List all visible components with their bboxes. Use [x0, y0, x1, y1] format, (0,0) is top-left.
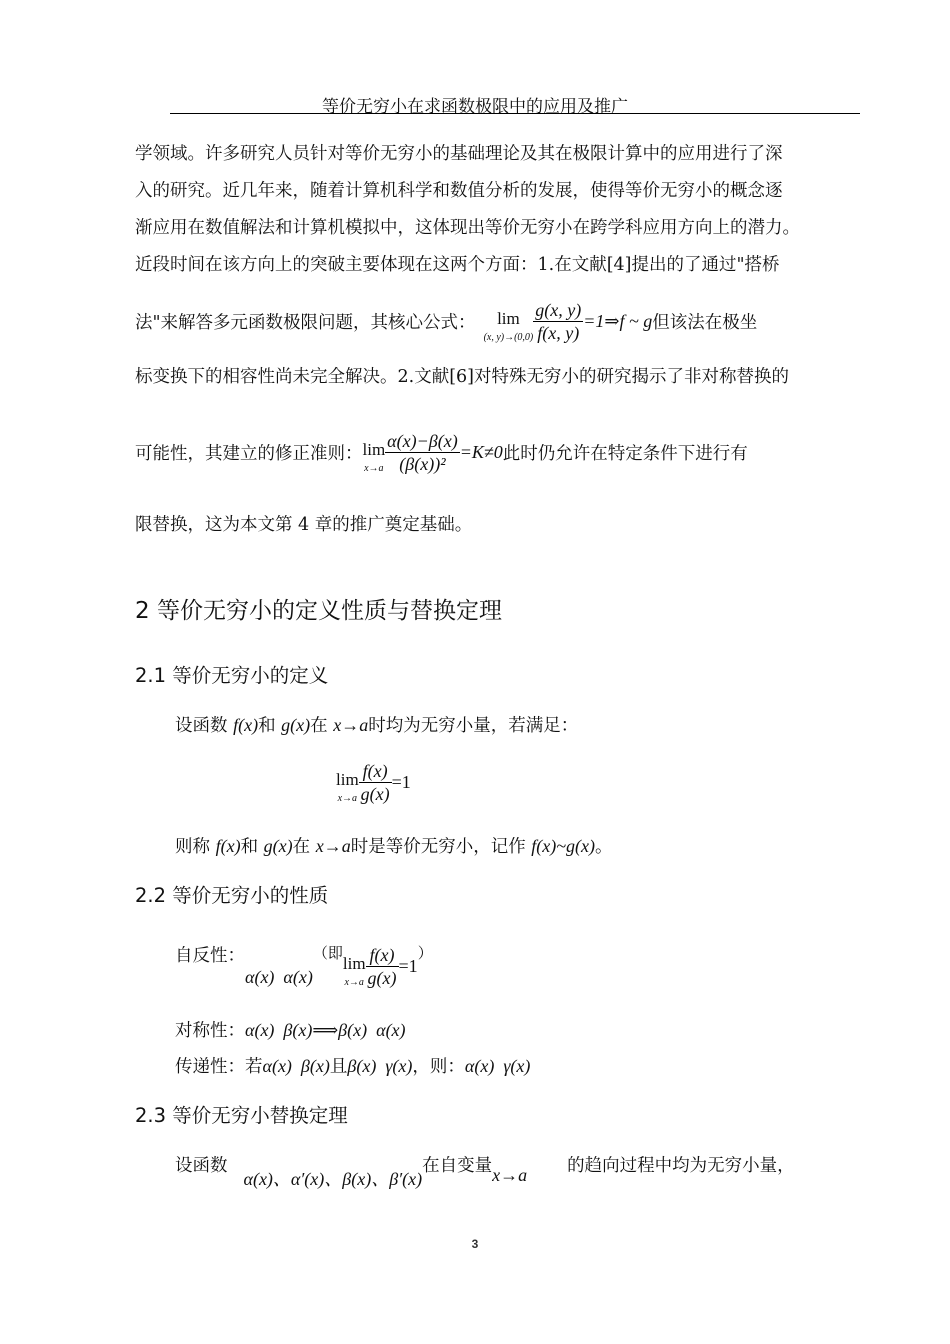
reflexivity-lim: [343, 956, 366, 991]
theorem-math-funcs: α(x)、α′(x)、β(x)、β′(x): [243, 1169, 423, 1189]
transitivity-math-1: α(x) β(x): [262, 1056, 330, 1076]
eqv-text-e: 。: [594, 837, 613, 857]
definition-equation: [336, 758, 411, 807]
header-rule: [170, 113, 860, 114]
lim-word: lim: [497, 309, 520, 328]
transitivity-then: ，则：: [412, 1057, 465, 1077]
definition-line: [175, 712, 578, 737]
lim-word: lim: [362, 440, 386, 459]
lim-word: lim: [342, 954, 366, 973]
reflexivity-label: 自反性：: [175, 946, 245, 966]
intro-line-7-tail: 此时仍允许在特定条件下进行有: [502, 444, 748, 464]
eqv-math-x: x→a: [315, 836, 351, 856]
eqv-text-b: 和: [240, 837, 259, 857]
reflexivity-fraction: [366, 944, 399, 989]
eqv-math-rel: f(x)~g(x): [531, 836, 595, 856]
theorem-text-b: 在自变量: [422, 1156, 493, 1176]
intro-line-7-text: 可能性，其建立的修正准则：: [135, 444, 363, 464]
lim-word: lim: [336, 770, 359, 789]
lim-subscript: x→a: [337, 793, 358, 804]
symmetry-math: α(x) β(x)⟹β(x) α(x): [245, 1020, 406, 1040]
formula-2-denominator: (β(x))²: [399, 454, 446, 474]
intro-line-3: 渐应用在数值解法和计算机模拟中，这体现出等价无穷小在跨学科应用方向上的潜力。: [135, 218, 800, 238]
subsection-2-1-heading: 2.1 等价无穷小的定义: [135, 664, 329, 687]
reflexivity-numerator: f(x): [366, 944, 399, 967]
reflexivity-line: [175, 942, 433, 991]
def-eq-lim: [336, 772, 359, 807]
running-header: 等价无穷小在求函数极限中的应用及推广: [322, 97, 628, 117]
equivalence-line: [175, 833, 612, 858]
intro-line-6: 标变换下的相容性尚未完全解决。2.文献[6]对特殊无穷小的研究揭示了非对称替换的: [135, 367, 789, 387]
intro-line-5: [135, 297, 757, 346]
intro-line-5-tail: 但该法在极坐: [652, 313, 758, 333]
def-math-x: x→a: [333, 715, 369, 735]
transitivity-line: [175, 1053, 530, 1078]
def-eq-fraction: [359, 760, 392, 805]
transitivity-label: 传递性：若: [175, 1057, 263, 1077]
def-eq-rhs: =1: [391, 772, 411, 792]
intro-line-7: [135, 428, 748, 477]
formula-1-fraction: [533, 299, 583, 344]
intro-line-5-text: 法"来解答多元函数极限问题，其核心公式：: [135, 313, 476, 333]
def-math-f: f(x): [233, 715, 259, 735]
intro-line-2: 入的研究。近几年来，随着计算机科学和数值分析的发展，使得等价无穷小的概念逐: [135, 181, 783, 201]
lim-subscript: (x, y)→(0,0): [483, 332, 534, 343]
theorem-math-x: x→a: [492, 1165, 528, 1185]
formula-2-numerator: α(x)−β(x): [387, 431, 458, 451]
reflexivity-denominator: g(x): [367, 968, 397, 988]
symmetry-line: [175, 1017, 406, 1042]
formula-1-rhs: =1⇒f ~ g: [583, 311, 653, 331]
formula-2-fraction: [385, 430, 460, 475]
formula-1-denominator: f(x, y): [537, 323, 580, 343]
reflexivity-rhs: =1: [398, 956, 418, 976]
intro-line-1: 学领域。许多研究人员针对等价无穷小的基础理论及其在极限计算中的应用进行了深: [135, 144, 783, 164]
formula-1-numerator: g(x, y): [535, 300, 582, 320]
eqv-text-a: 则称: [175, 837, 210, 857]
subsection-2-2-heading: 2.2 等价无穷小的性质: [135, 884, 329, 907]
subsection-2-3-heading: 2.3 等价无穷小替换定理: [135, 1104, 348, 1127]
eqv-math-g: g(x): [263, 836, 293, 856]
reflexivity-open: （即: [312, 944, 343, 962]
transitivity-math-2: β(x) γ(x): [347, 1056, 413, 1076]
intro-line-8: 限替换，这为本文第 4 章的推广奠定基础。: [135, 515, 473, 535]
def-text-c: 在: [310, 716, 328, 736]
lim-subscript: x→a: [364, 463, 384, 474]
transitivity-and: 且: [329, 1057, 348, 1077]
def-text-a: 设函数: [175, 716, 228, 736]
theorem-text-c: 的趋向过程中均为无穷小量，: [567, 1156, 795, 1176]
transitivity-math-3: α(x) γ(x): [464, 1056, 531, 1076]
lim-subscript: x→a: [344, 977, 364, 988]
def-eq-denominator: g(x): [360, 784, 390, 804]
def-text-d: 时均为无穷小量，若满足：: [368, 716, 579, 736]
reflexivity-close: ）: [417, 944, 433, 962]
theorem-line: [175, 1152, 795, 1191]
formula-1-lim: [484, 311, 534, 346]
intro-line-4: 近段时间在该方向上的突破主要体现在这两个方面：1.在文献[4]提出的了通过"搭桥: [135, 255, 780, 275]
eqv-math-f: f(x): [215, 836, 241, 856]
page-number: 3: [471, 1237, 479, 1251]
formula-2-lim: [363, 442, 386, 477]
symmetry-label: 对称性：: [175, 1021, 245, 1041]
reflexivity-math: α(x) α(x): [245, 967, 313, 987]
def-text-b: 和: [258, 716, 276, 736]
def-eq-numerator: f(x): [359, 760, 392, 783]
eqv-text-c: 在: [292, 837, 311, 857]
section-2-heading: 2 等价无穷小的定义性质与替换定理: [135, 598, 502, 624]
def-math-g: g(x): [281, 715, 311, 735]
formula-2-rhs: =K≠0: [459, 442, 503, 462]
eqv-text-d: 时是等价无穷小，记作: [350, 837, 526, 857]
theorem-text-a: 设函数: [175, 1156, 228, 1176]
